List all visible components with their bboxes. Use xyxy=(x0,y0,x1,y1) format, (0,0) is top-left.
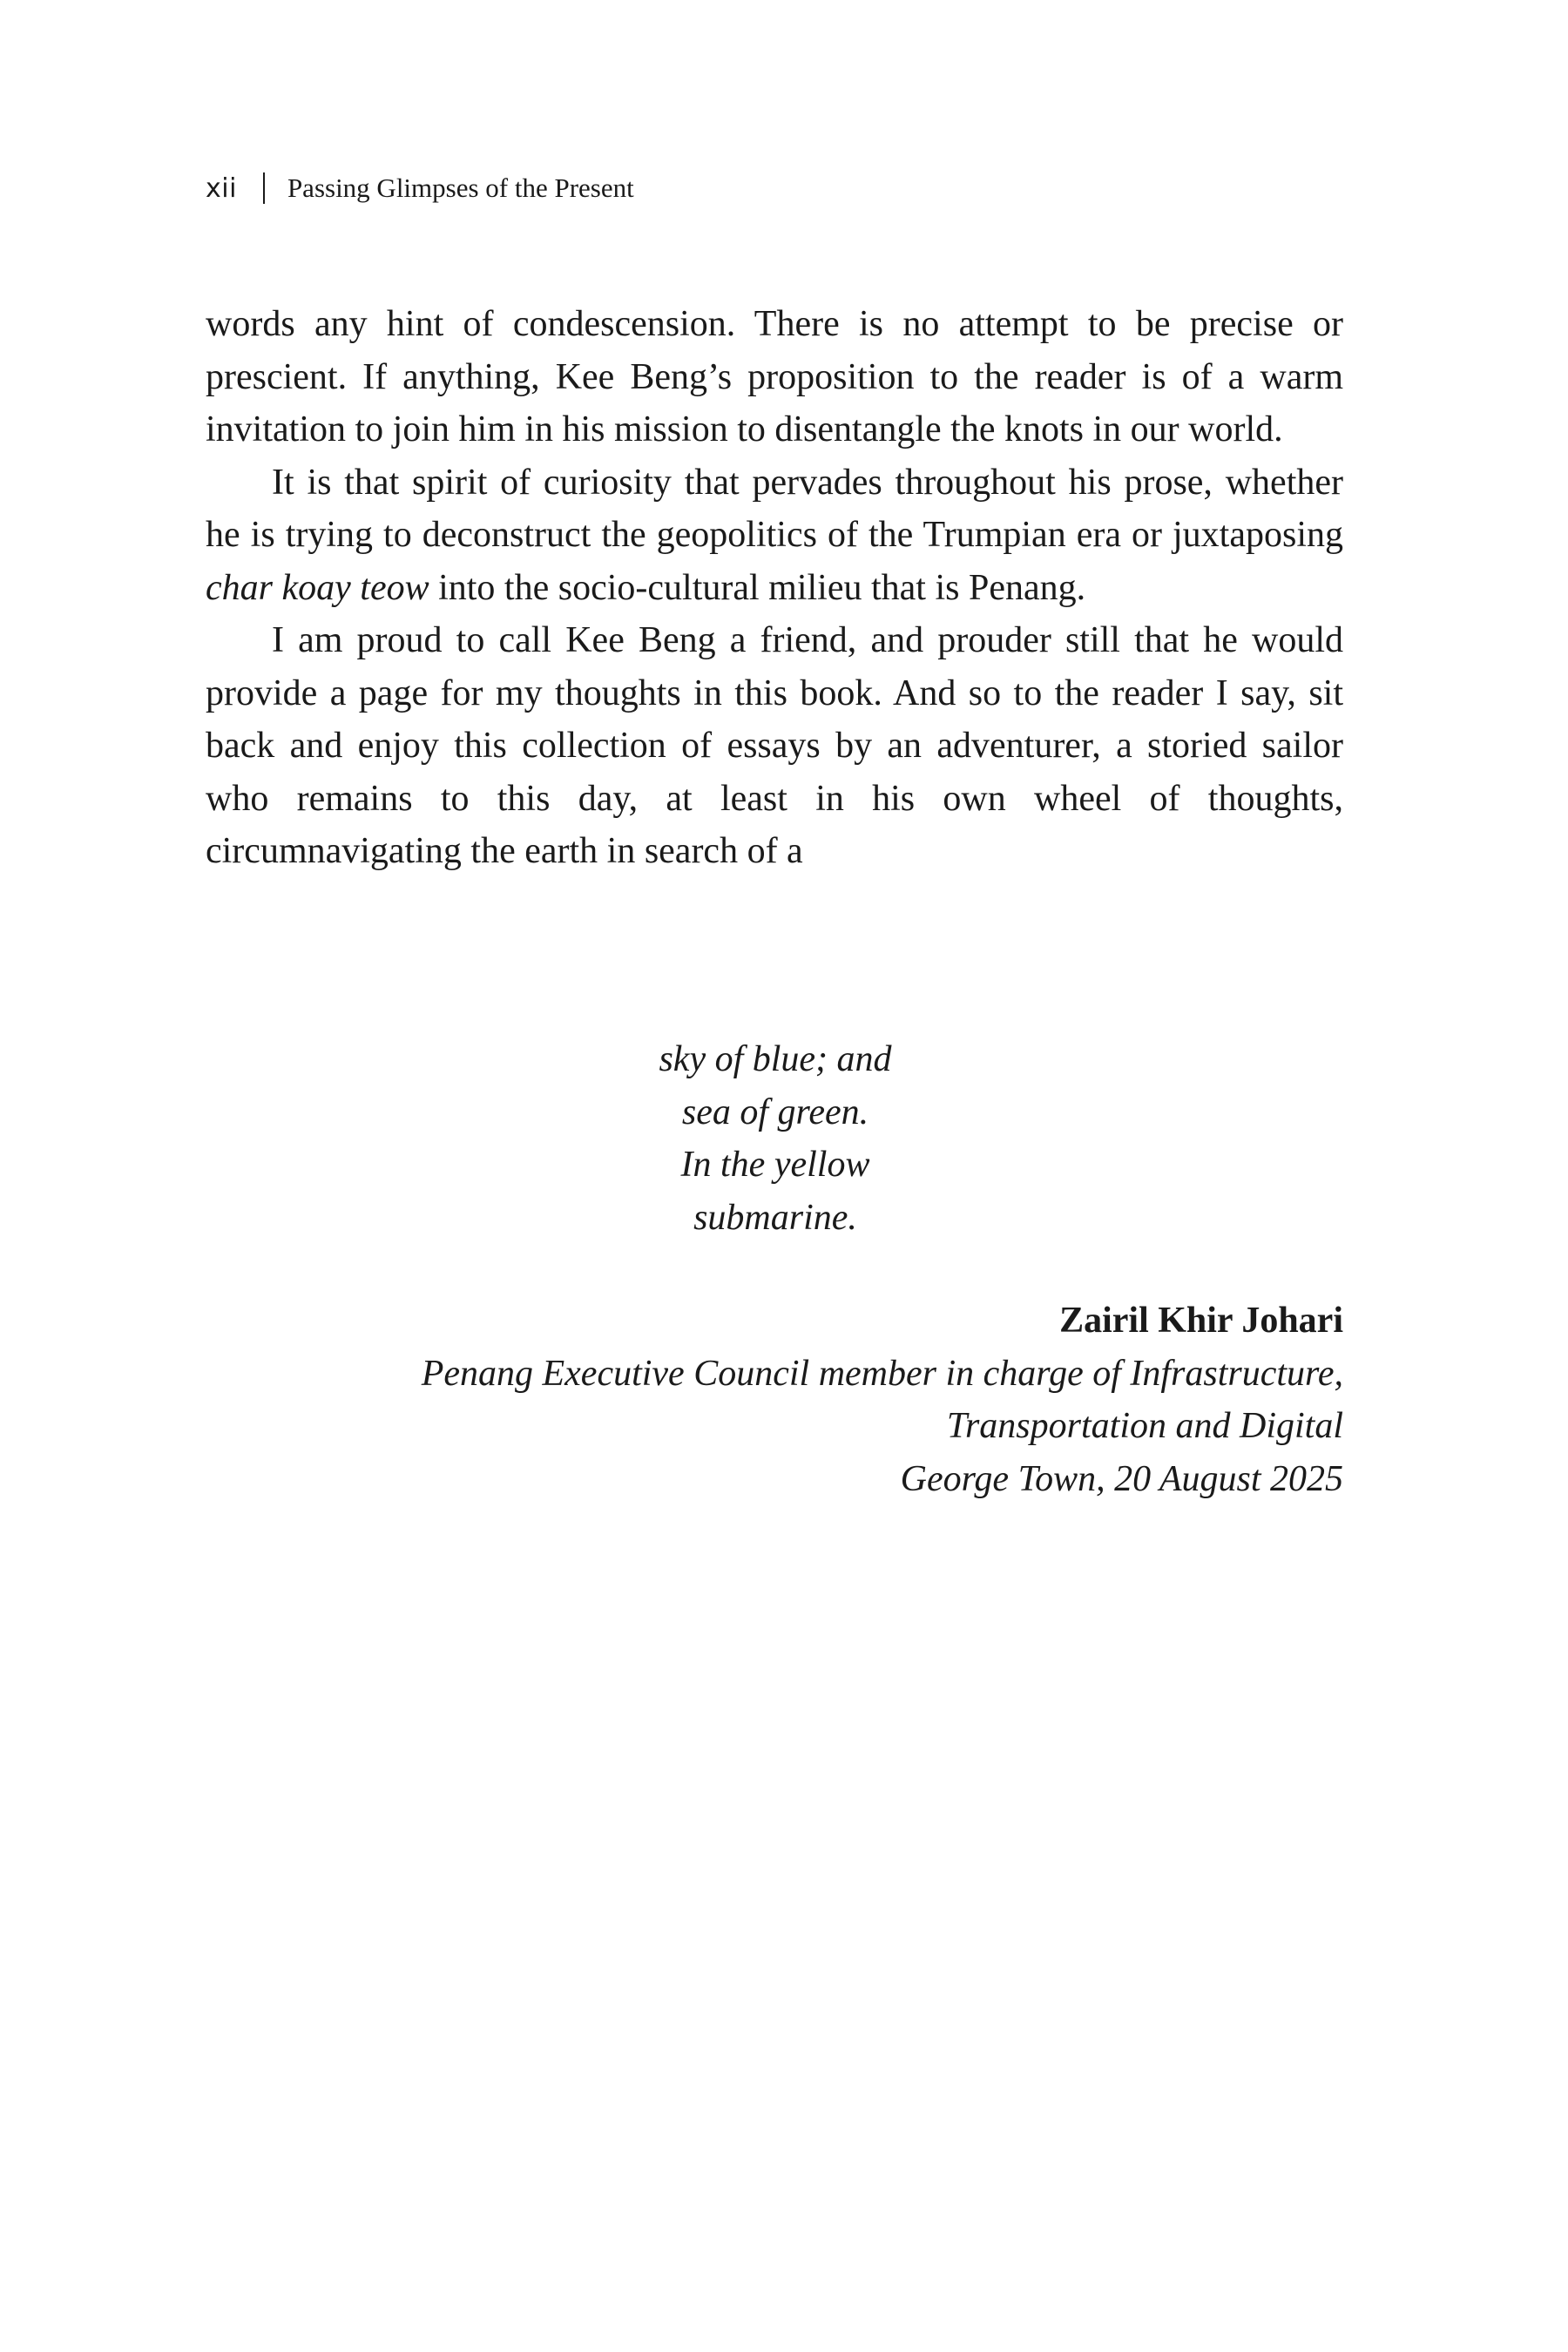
paragraph-2-start: It is that spirit of curiosity that pervades throughout his prose, whether he is trying to deconstruct the geopolitics of the Trumpian era or juxtaposing xyxy=(206,462,1343,555)
verse-line: In the yellow xyxy=(680,1145,870,1185)
place-and-date: George Town, 20 August 2025 xyxy=(900,1458,1343,1499)
signature-block xyxy=(206,1294,1343,1505)
verse-quote xyxy=(523,1033,1028,1244)
paragraph-2-italic-phrase: char koay teow xyxy=(206,567,429,608)
running-head-title: Passing Glimpses of the Present xyxy=(287,172,634,203)
author-title-line-1: Penang Executive Council member in charge of Infrastructure, xyxy=(421,1353,1343,1394)
author-name: Zairil Khir Johari xyxy=(1059,1301,1343,1341)
verse-line: submarine. xyxy=(693,1197,857,1238)
paragraph-2-end: into the socio-cultural milieu that is Penang. xyxy=(429,567,1086,608)
author-title-line-2: Transportation and Digital xyxy=(946,1406,1343,1446)
running-head-divider xyxy=(263,172,265,204)
verse-line: sea of green. xyxy=(681,1092,869,1132)
paragraph-2 xyxy=(206,456,1343,615)
running-head xyxy=(206,167,634,209)
page-number: xii xyxy=(206,172,237,204)
body-text xyxy=(206,298,1343,878)
paragraph-3: I am proud to call Kee Beng a friend, and prouder still that he would provide a page for my thoughts in this book. And so to the reader I say, sit back and enjoy this collection of essays by an adventurer, a storied sailor who remains to this day, at least in his own wheel of thoughts, circumnavigating the earth in search of a xyxy=(206,620,1343,871)
paragraph-1: words any hint of condescension. There is no attempt to be precise or prescient. If anything, Kee Beng’s proposition to the reader is of a warm invitation to join him in his mission to disentangle the knots in our world. xyxy=(206,304,1343,449)
verse-line: sky of blue; and xyxy=(659,1039,892,1079)
